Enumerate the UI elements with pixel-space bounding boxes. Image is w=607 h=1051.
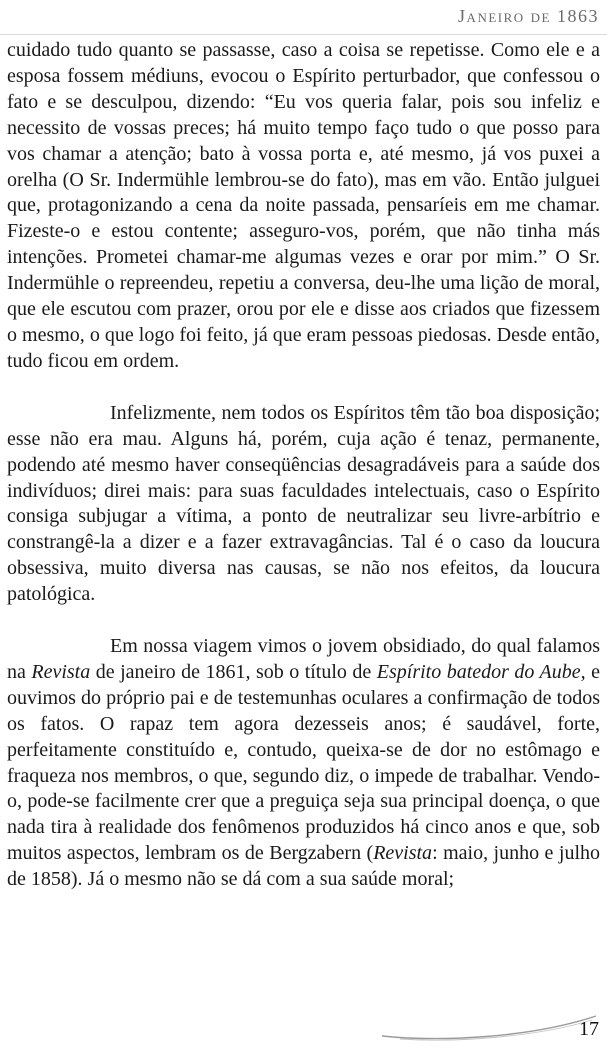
page-body: [7, 38, 600, 893]
paragraph-3-text-a: Em nossa viagem vimos o jovem obsidiado, do qual falamos na: [7, 635, 600, 683]
paragraph-3-text-c: de janeiro de 1861, sob o título de: [90, 660, 377, 683]
running-header: Janeiro de 1863: [458, 6, 599, 26]
header-divider: [0, 34, 607, 35]
page-number: 17: [579, 1018, 599, 1040]
revista-italic-2: Revista: [373, 842, 433, 865]
paragraph-3-text-e: , e ouvimos do próprio pai e de testemunhas oculares a confirmação de todos os fatos. O rapaz tem agora dezesseis anos; é saudável, forte, perfeitamente constituído e, contudo, queixa-se de dor no estômago e fraqueza nos membros, o que, segundo diz, o impede de trabalhar. Vendo-o, pode-se facilmente crer que a preguiça seja sua principal doença, o que nada tira à realidade dos fenômenos produzidos há cinco anos e que, sob muitos aspectos, lembram os de Bergzabern (: [7, 660, 601, 865]
paragraph-1: cuidado tudo quanto se passasse, caso a coisa se repetisse. Como ele e a esposa fossem médiuns, evocou o Espírito perturbador, que confessou o fato e se desculpou, dizendo: “Eu vos queria falar, pois sou infeliz e necessito de vossas preces; há muito tempo faço tudo o que posso para vos chamar a atenção; bato à vossa porta e, até mesmo, já vos puxei a orelha (O Sr. Indermühle lembrou-se do fato), mas em vão. Então julguei que, protagonizando a cena da noite passada, pensaríeis em me chamar. Fizeste-o e estou contente; asseguro-vos, porém, que não tinha más intenções. Prometei chamar-me algumas vezes e orar por mim.” O Sr. Indermühle o repreendeu, repetiu a conversa, deu-lhe uma lição de moral, que ele escutou com prazer, orou por ele e disse aos criados que fizessem o mesmo, o que logo foi feito, já que eram pessoas piedosas. Desde então, tudo ficou em ordem.: [7, 39, 600, 372]
revista-italic-1: Revista: [31, 660, 91, 683]
paragraph-2: Infelizmente, nem todos os Espíritos têm tão boa disposição; esse não era mau. Alguns há, porém, cuja ação é tenaz, permanente, podendo até mesmo haver conseqüências desagradáveis para a saúde dos indivíduos; direi mais: para suas faculdades intelectuais, caso o Espírito consiga subjugar a vítima, a ponto de neutralizar seu livre-arbítrio e constrangê-la a dizer e a fazer extravagâncias. Tal é o caso da loucura obsessiva, muito diversa nas causas, se não nos efeitos, da loucura patológica.: [7, 401, 600, 606]
paragraph-3: [7, 634, 600, 893]
article-title-italic: Espírito batedor do Aube: [376, 660, 581, 683]
swoosh-ornament-icon: [380, 1012, 600, 1042]
paragraph-3-text-g: : maio, junho e julho de 1858). Já o mesmo não se dá com a sua saúde moral;: [7, 842, 600, 891]
